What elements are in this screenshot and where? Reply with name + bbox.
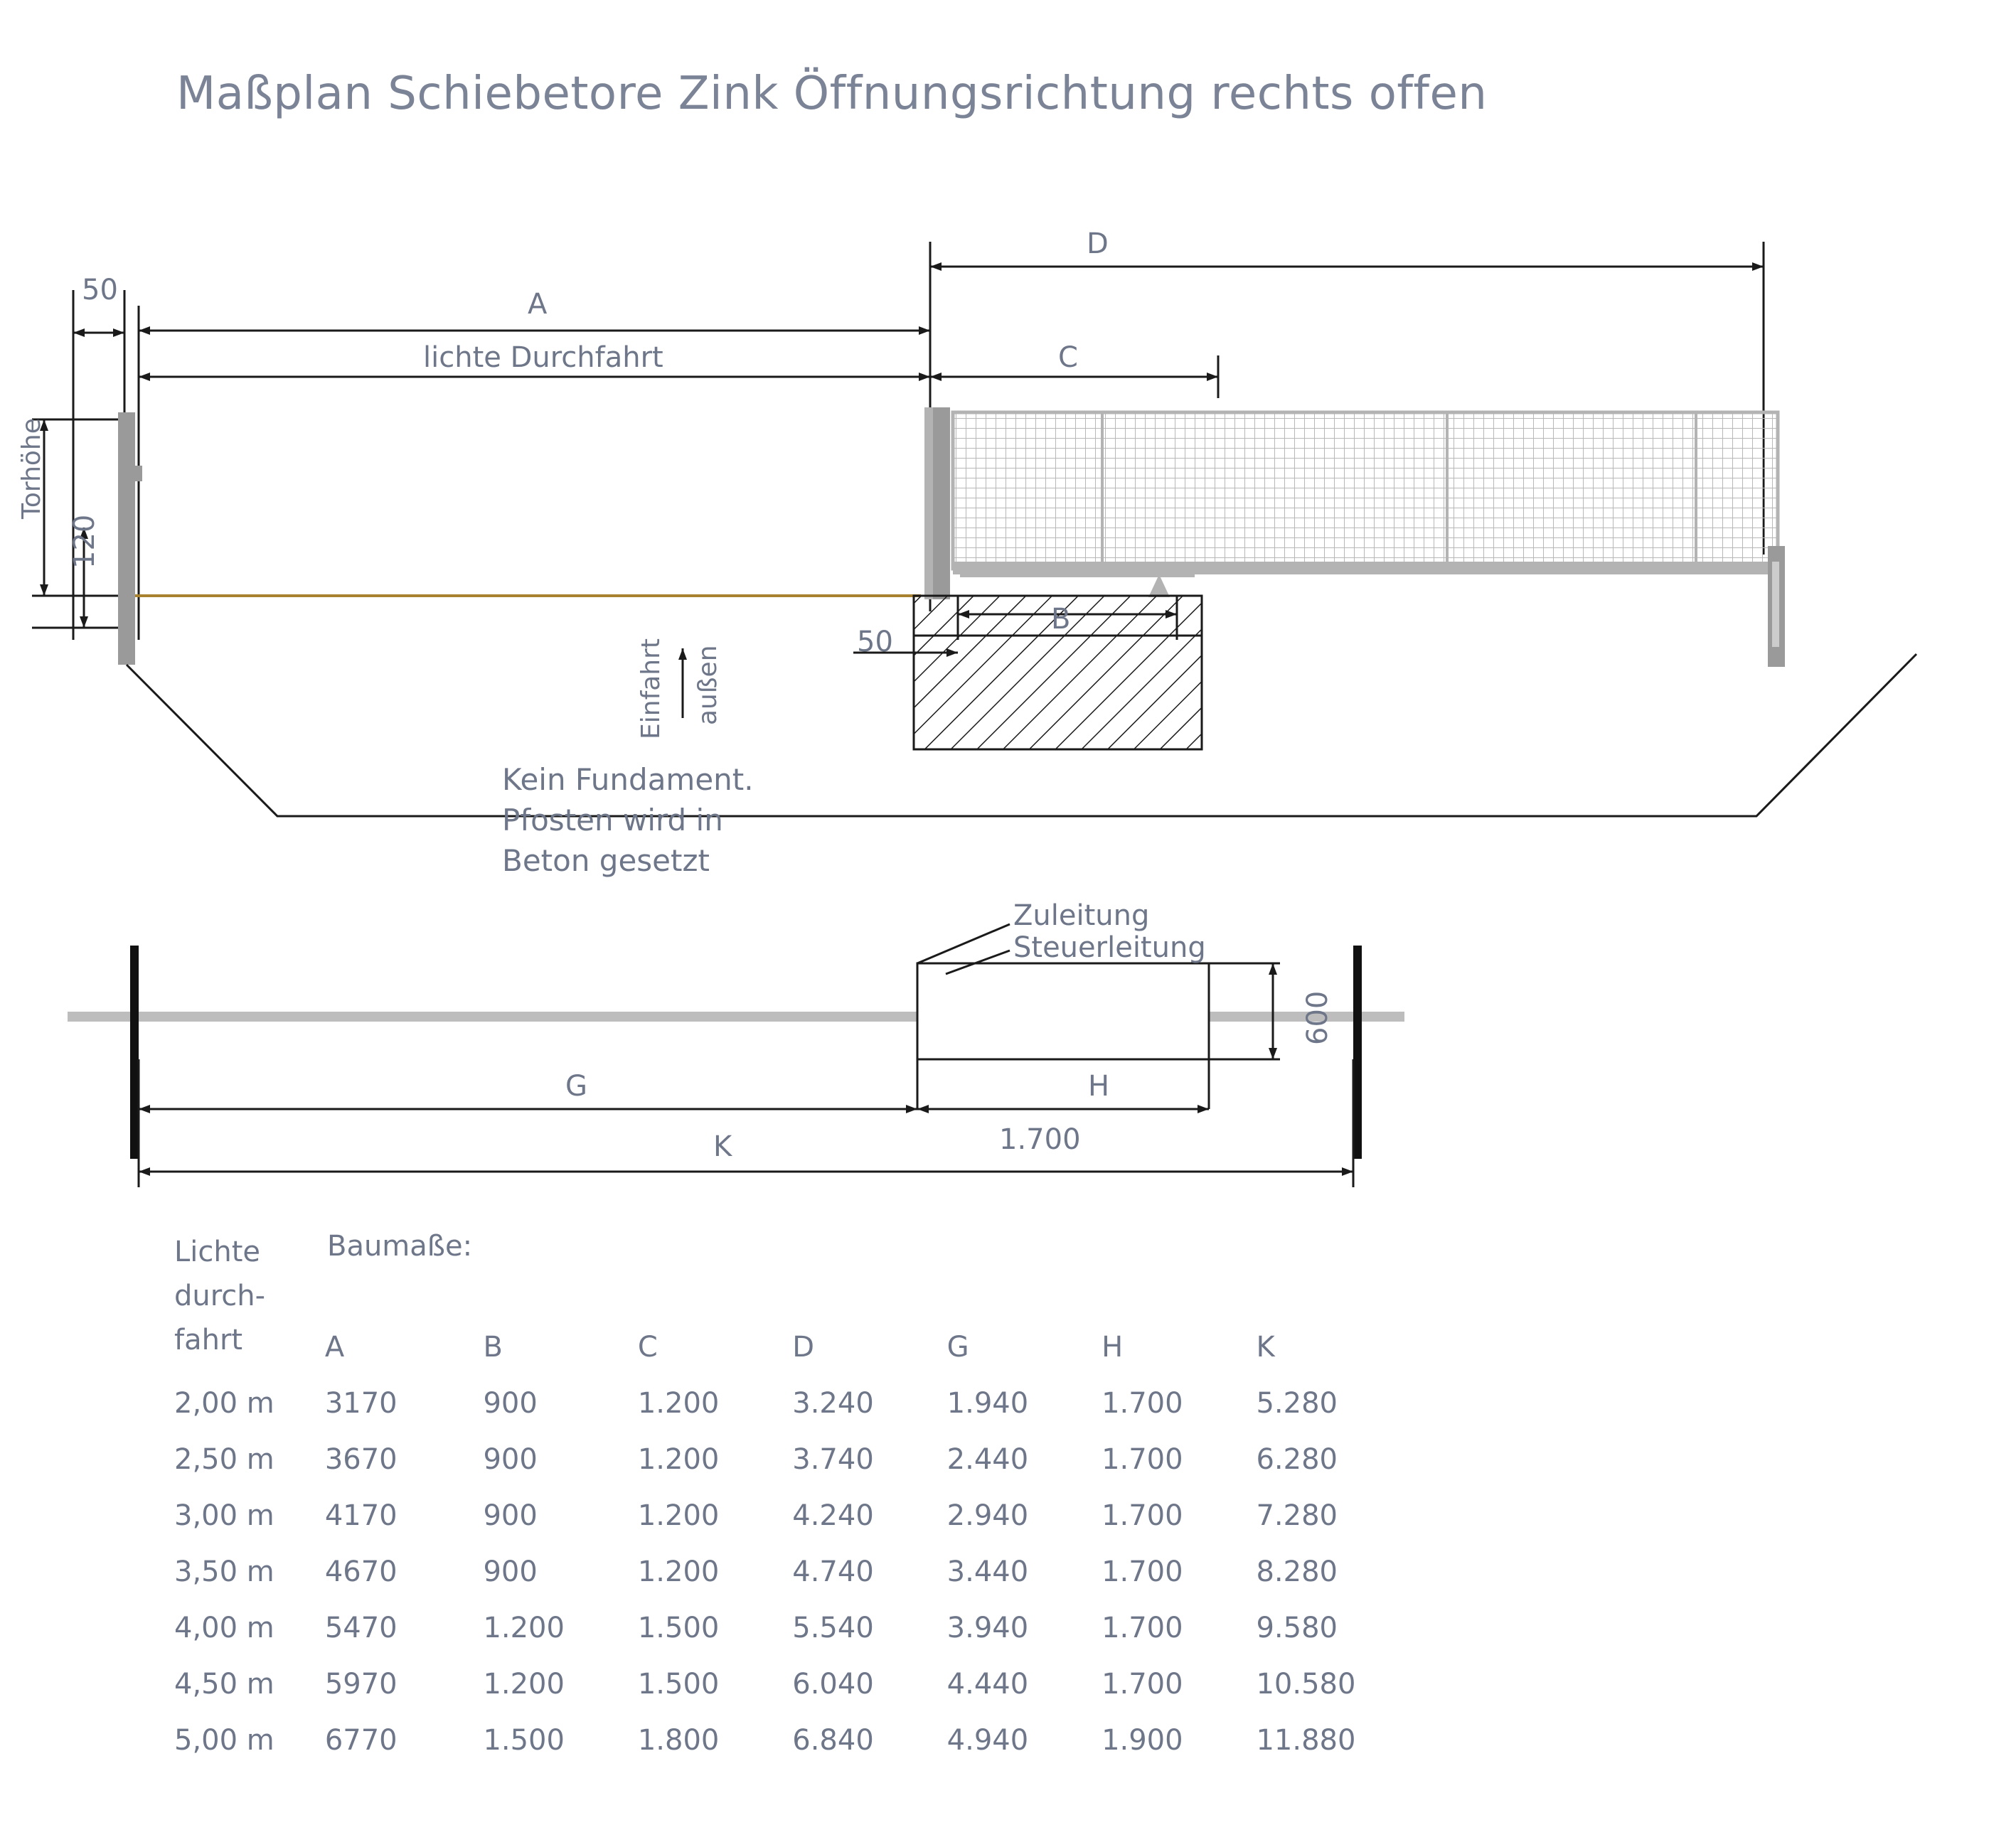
cell-lichte: 2,50 m (174, 1442, 274, 1476)
cell-A: 5970 (324, 1667, 398, 1701)
cell-B: 900 (483, 1555, 538, 1588)
cell-lichte: 4,50 m (174, 1667, 274, 1701)
table-header-line-2: durch- (174, 1280, 266, 1312)
col-head-B: B (483, 1330, 503, 1364)
table-row (174, 1431, 1412, 1487)
cell-G: 4.440 (946, 1667, 1029, 1701)
cell-K: 9.580 (1256, 1611, 1338, 1644)
cell-lichte: 2,00 m (174, 1386, 274, 1420)
cell-K: 10.580 (1256, 1667, 1356, 1701)
cell-G: 2.940 (946, 1499, 1029, 1532)
table-row (174, 1543, 1412, 1600)
dim-label-K: K (713, 1130, 732, 1163)
table-row (174, 1487, 1412, 1543)
cell-A: 4670 (324, 1555, 398, 1588)
label-einfahrt: Einfahrt (636, 638, 666, 739)
cell-H: 1.900 (1102, 1723, 1183, 1757)
cell-D: 5.540 (792, 1611, 874, 1644)
dim-label-C: C (1058, 341, 1078, 374)
dim-label-120: 120 (68, 514, 101, 569)
table-header-baumasse: Baumaße: (327, 1230, 473, 1263)
cell-H: 1.700 (1102, 1499, 1183, 1532)
cell-lichte: 5,00 m (174, 1723, 274, 1757)
cell-lichte: 3,50 m (174, 1555, 274, 1588)
cell-C: 1.200 (637, 1555, 720, 1588)
dim-label-D: D (1087, 227, 1109, 260)
cell-A: 3670 (324, 1442, 398, 1476)
cell-lichte: 3,00 m (174, 1499, 274, 1532)
cell-C: 1.500 (637, 1667, 720, 1701)
table-row (174, 1600, 1412, 1656)
cell-K: 8.280 (1256, 1555, 1338, 1588)
cell-A: 5470 (324, 1611, 398, 1644)
cell-K: 11.880 (1256, 1723, 1356, 1757)
col-head-G: G (946, 1330, 969, 1364)
dim-label-1700: 1.700 (999, 1123, 1081, 1156)
cell-B: 1.200 (483, 1667, 565, 1701)
cell-C: 1.200 (637, 1442, 720, 1476)
cell-A: 3170 (324, 1386, 398, 1420)
cell-G: 3.440 (946, 1555, 1029, 1588)
cell-H: 1.700 (1102, 1555, 1183, 1588)
dimensions-table-element (174, 1319, 1412, 1768)
page-title: Maßplan Schiebetore Zink Öffnungsrichtung rechts offen (176, 68, 1488, 120)
note-foundation (502, 759, 754, 881)
label-zuleitung: Zuleitung (1013, 899, 1150, 932)
col-head-A: A (324, 1330, 345, 1364)
label-aussen: außen (693, 645, 722, 725)
table-header-line-3: fahrt (174, 1324, 243, 1356)
dim-label-50-top: 50 (82, 274, 118, 306)
table-row (174, 1712, 1412, 1768)
cell-H: 1.700 (1102, 1667, 1183, 1701)
cell-C: 1.200 (637, 1386, 720, 1420)
col-head-D: D (792, 1330, 815, 1364)
dim-label-lichte-durchfahrt: lichte Durchfahrt (423, 341, 663, 374)
cell-B: 1.500 (483, 1723, 565, 1757)
cell-K: 7.280 (1256, 1499, 1338, 1532)
cell-A: 4170 (324, 1499, 398, 1532)
cell-lichte: 4,00 m (174, 1611, 274, 1644)
dim-label-G: G (565, 1070, 587, 1103)
table-row (174, 1375, 1412, 1431)
dim-label-600: 600 (1301, 990, 1334, 1045)
cell-B: 1.200 (483, 1611, 565, 1644)
cell-D: 4.240 (792, 1499, 874, 1532)
cell-D: 3.240 (792, 1386, 874, 1420)
note-line-1: Kein Fundament. (502, 762, 754, 797)
note-line-2: Pfosten wird in (502, 803, 723, 837)
cell-B: 900 (483, 1499, 538, 1532)
cell-D: 4.740 (792, 1555, 874, 1588)
note-line-3: Beton gesetzt (502, 843, 710, 878)
cell-H: 1.700 (1102, 1611, 1183, 1644)
cell-K: 5.280 (1256, 1386, 1338, 1420)
table-row (174, 1656, 1412, 1712)
table-header-row (174, 1319, 1412, 1375)
cell-K: 6.280 (1256, 1442, 1338, 1476)
col-head-H: H (1102, 1330, 1124, 1364)
cell-D: 6.840 (792, 1723, 874, 1757)
cell-A: 6770 (324, 1723, 398, 1757)
cell-C: 1.800 (637, 1723, 720, 1757)
dim-label-B: B (1051, 603, 1071, 636)
cell-G: 1.940 (946, 1386, 1029, 1420)
cell-H: 1.700 (1102, 1386, 1183, 1420)
cell-G: 4.940 (946, 1723, 1029, 1757)
dimensions-table (174, 1319, 1412, 1768)
cell-C: 1.200 (637, 1499, 720, 1532)
col-head-C: C (637, 1330, 658, 1364)
cell-G: 3.940 (946, 1611, 1029, 1644)
cell-H: 1.700 (1102, 1442, 1183, 1476)
col-head-0 (174, 1319, 325, 1375)
dim-label-torhoehe: Torhöhe (17, 418, 46, 519)
cell-B: 900 (483, 1442, 538, 1476)
label-steuerleitung: Steuerleitung (1013, 931, 1206, 964)
cell-B: 900 (483, 1386, 538, 1420)
cell-C: 1.500 (637, 1611, 720, 1644)
cell-D: 6.040 (792, 1667, 874, 1701)
dim-label-H: H (1088, 1070, 1110, 1103)
dim-label-50-bottom: 50 (857, 626, 893, 658)
table-header-line-1: Lichte (174, 1236, 261, 1268)
col-head-K: K (1256, 1330, 1275, 1364)
cell-D: 3.740 (792, 1442, 874, 1476)
dim-label-A: A (528, 288, 548, 321)
cell-G: 2.440 (946, 1442, 1029, 1476)
